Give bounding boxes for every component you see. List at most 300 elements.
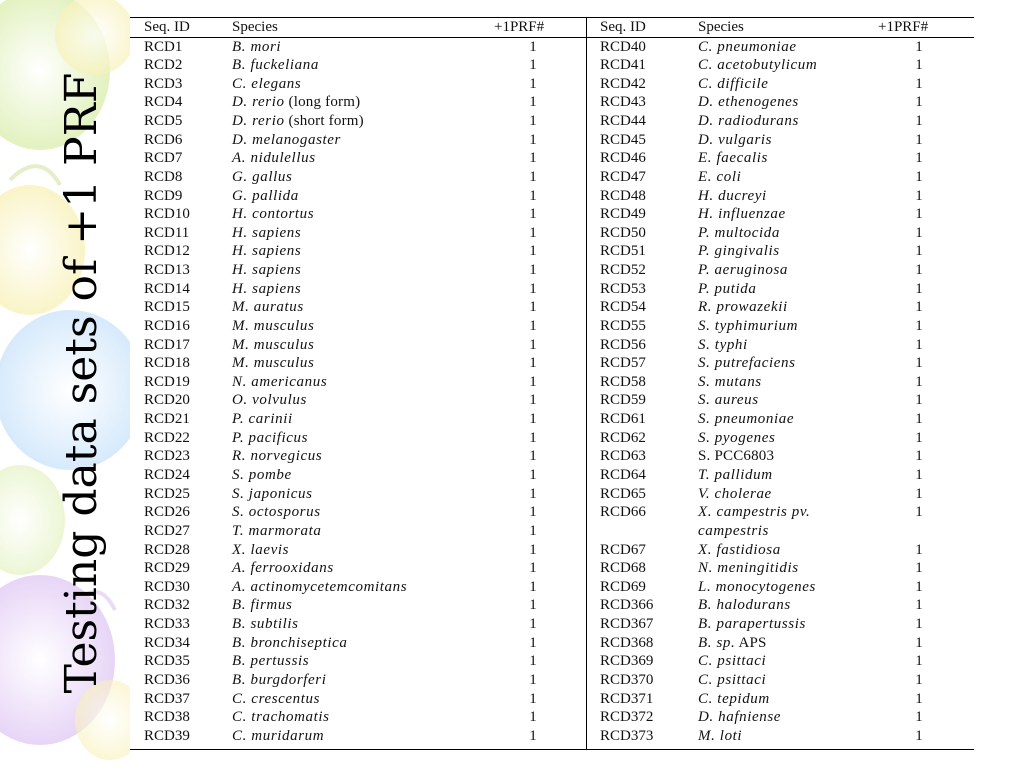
prf-count-cell: 1: [915, 578, 923, 595]
species-cell: [232, 466, 292, 485]
prf-count-cell: 1: [529, 597, 537, 614]
seq-id-cell: RCD16: [144, 317, 190, 334]
seq-id-cell: RCD56: [600, 336, 646, 353]
seq-id-cell: RCD61: [600, 411, 646, 428]
prf-count-cell: 1: [915, 75, 923, 92]
species-cell: [232, 93, 360, 112]
species-name: E. faecalis: [698, 150, 768, 167]
prf-count-cell: 1: [529, 317, 537, 334]
prf-count-cell: 1: [529, 94, 537, 111]
seq-id-cell: RCD22: [144, 429, 190, 446]
species-cell: [232, 429, 308, 448]
prf-count-cell: 1: [529, 466, 537, 483]
seq-id-cell: RCD66: [600, 504, 646, 521]
species-cell: [232, 187, 299, 206]
prf-count-cell: 1: [915, 373, 923, 390]
species-cell: [232, 242, 301, 261]
species-cell: [232, 727, 324, 746]
seq-id-cell: RCD373: [600, 727, 654, 744]
species-name: H. sapiens: [232, 262, 302, 279]
species-cell: [232, 149, 316, 168]
seq-id-cell: RCD67: [600, 541, 646, 558]
species-name: C. acetobutylicum: [698, 57, 818, 74]
prf-count-cell: 1: [529, 113, 537, 130]
species-cell: [232, 708, 330, 727]
species-name: P. multocida: [698, 224, 780, 241]
species-name: T. pallidum: [698, 466, 773, 483]
prf-count-cell: 1: [529, 411, 537, 428]
prf-count-cell: 1: [915, 355, 923, 372]
prf-count-cell: 1: [915, 168, 923, 185]
species-cell: [698, 224, 780, 243]
seq-id-cell: RCD9: [144, 187, 183, 204]
species-name: P. gingivalis: [698, 243, 780, 260]
species-cell: [698, 242, 780, 261]
species-name: R. norvegicus: [232, 448, 323, 465]
species-name: D. melanogaster: [232, 131, 341, 148]
species-cell: [698, 187, 767, 206]
species-cell: [698, 708, 781, 727]
species-name: B. mori: [232, 38, 282, 55]
prf-count-cell: 1: [915, 317, 923, 334]
prf-count-cell: 1: [915, 57, 923, 74]
species-name: C. psittaci: [698, 653, 767, 670]
species-cell: [232, 634, 347, 653]
seq-id-cell: RCD15: [144, 299, 190, 316]
seq-id-cell: RCD51: [600, 243, 646, 260]
seq-id-cell: RCD10: [144, 206, 190, 223]
seq-id-cell: RCD68: [600, 560, 646, 577]
species-cell: [698, 391, 759, 410]
seq-id-cell: RCD47: [600, 168, 646, 185]
species-name: X. laevis: [232, 541, 290, 558]
species-name: B. burgdorferi: [232, 671, 327, 688]
header-species-left: Species: [232, 19, 278, 35]
species-cell: [698, 671, 766, 690]
species-cell: [698, 652, 766, 671]
species-name: B. subtilis: [232, 616, 299, 633]
species-name: D. vulgaris: [698, 131, 773, 148]
species-name: D. radiodurans: [698, 113, 799, 130]
column-divider: [586, 18, 587, 749]
seq-id-cell: RCD23: [144, 448, 190, 465]
prf-testing-table: [130, 17, 974, 750]
species-name: M. auratus: [232, 299, 304, 316]
species-name: S. pneumoniae: [698, 411, 795, 428]
prf-count-cell: 1: [529, 653, 537, 670]
prf-count-cell: 1: [529, 75, 537, 92]
prf-count-cell: 1: [529, 299, 537, 316]
species-cell: [698, 690, 770, 709]
species-name: B. fuckeliana: [232, 57, 319, 74]
species-name: C. muridarum: [232, 727, 325, 744]
prf-count-cell: 1: [529, 168, 537, 185]
prf-count-cell: 1: [529, 429, 537, 446]
seq-id-cell: RCD59: [600, 392, 646, 409]
seq-id-cell: RCD6: [144, 131, 183, 148]
species-name: B. pertussis: [232, 653, 310, 670]
species-name: M. musculus: [232, 355, 315, 372]
seq-id-cell: RCD65: [600, 485, 646, 502]
species-cell: [232, 75, 301, 94]
seq-id-cell: RCD8: [144, 168, 183, 185]
prf-count-cell: 1: [529, 616, 537, 633]
seq-id-cell: RCD366: [600, 597, 654, 614]
species-note: S. PCC6803: [698, 448, 775, 465]
prf-count-cell: 1: [529, 448, 537, 465]
species-name: X. fastidiosa: [698, 541, 781, 558]
prf-count-cell: 1: [529, 262, 537, 279]
seq-id-cell: RCD57: [600, 355, 646, 372]
seq-id-cell: RCD28: [144, 541, 190, 558]
seq-id-cell: RCD21: [144, 411, 190, 428]
species-name: X. campestris pv.: [698, 504, 811, 521]
species-name: D. hafniense: [698, 709, 782, 726]
species-cell: [698, 596, 791, 615]
species-name: B. halodurans: [698, 597, 791, 614]
species-name: S. octosporus: [232, 504, 321, 521]
species-cell: [698, 429, 775, 448]
prf-count-cell: 1: [529, 504, 537, 521]
seq-id-cell: RCD1: [144, 38, 183, 55]
species-name: C. pneumoniae: [698, 38, 797, 55]
seq-id-cell: RCD40: [600, 38, 646, 55]
prf-count-cell: 1: [915, 541, 923, 558]
species-cell: [232, 336, 314, 355]
species-name: N. americanus: [232, 373, 328, 390]
species-name: M. musculus: [232, 336, 315, 353]
seq-id-cell: RCD50: [600, 224, 646, 241]
species-name: H. influenzae: [698, 206, 786, 223]
species-cell: [698, 205, 786, 224]
species-cell: [698, 373, 762, 392]
species-name: G. pallida: [232, 187, 299, 204]
prf-count-cell: 1: [915, 262, 923, 279]
species-cell: [232, 131, 341, 150]
species-cell: [232, 652, 309, 671]
species-name: S. japonicus: [232, 485, 313, 502]
seq-id-cell: RCD29: [144, 560, 190, 577]
seq-id-cell: RCD17: [144, 336, 190, 353]
header-seq-id-left: Seq. ID: [144, 19, 190, 35]
species-name: campestris: [698, 522, 769, 539]
species-cell: [698, 466, 773, 485]
species-cell: [232, 447, 322, 466]
seq-id-cell: RCD24: [144, 466, 190, 483]
seq-id-cell: RCD37: [144, 690, 190, 707]
species-name: T. marmorata: [232, 522, 322, 539]
seq-id-cell: RCD372: [600, 709, 654, 726]
header-species-right: Species: [698, 19, 744, 35]
prf-count-cell: 1: [529, 690, 537, 707]
prf-count-cell: 1: [915, 243, 923, 260]
seq-id-cell: RCD38: [144, 709, 190, 726]
species-cell: [232, 503, 321, 522]
species-cell: [698, 578, 816, 597]
prf-count-cell: 1: [915, 634, 923, 651]
species-cell: [232, 690, 320, 709]
prf-count-cell: 1: [915, 727, 923, 744]
species-cell: [232, 298, 304, 317]
prf-count-cell: 1: [529, 150, 537, 167]
species-cell: [232, 522, 321, 541]
prf-count-cell: 1: [915, 429, 923, 446]
prf-count-cell: 1: [915, 280, 923, 297]
prf-count-cell: 1: [915, 709, 923, 726]
prf-count-cell: 1: [915, 38, 923, 55]
species-name: D. rerio: [232, 94, 285, 111]
species-name: V. cholerae: [698, 485, 772, 502]
seq-id-cell: RCD69: [600, 578, 646, 595]
prf-count-cell: 1: [915, 150, 923, 167]
species-cell: [698, 522, 769, 541]
seq-id-cell: RCD42: [600, 75, 646, 92]
species-cell: [698, 56, 817, 75]
seq-id-cell: RCD3: [144, 75, 183, 92]
prf-count-cell: 1: [529, 187, 537, 204]
species-name: A. nidulellus: [232, 150, 316, 167]
species-name: M. musculus: [232, 317, 315, 334]
seq-id-cell: RCD44: [600, 113, 646, 130]
species-name: H. ducreyi: [698, 187, 767, 204]
prf-count-cell: 1: [915, 616, 923, 633]
prf-count-cell: 1: [915, 113, 923, 130]
species-name: D. rerio: [232, 113, 285, 130]
prf-count-cell: 1: [529, 224, 537, 241]
seq-id-cell: RCD11: [144, 224, 190, 241]
header-seq-id-right: Seq. ID: [600, 19, 646, 35]
species-name: S. typhimurium: [698, 317, 799, 334]
species-note: (long form): [284, 94, 361, 111]
seq-id-cell: RCD370: [600, 671, 654, 688]
species-name: S. putrefaciens: [698, 355, 796, 372]
species-name: S. typhi: [698, 336, 748, 353]
species-cell: [232, 391, 307, 410]
species-name: A. ferrooxidans: [232, 560, 334, 577]
species-cell: [232, 373, 327, 392]
seq-id-cell: RCD63: [600, 448, 646, 465]
prf-count-cell: 1: [915, 597, 923, 614]
species-cell: [698, 168, 741, 187]
species-name: D. ethenogenes: [698, 94, 799, 111]
seq-id-cell: RCD14: [144, 280, 190, 297]
seq-id-cell: RCD368: [600, 634, 654, 651]
species-name: N. meningitidis: [698, 560, 799, 577]
prf-count-cell: 1: [529, 57, 537, 74]
species-cell: [232, 112, 364, 131]
species-name: B. parapertussis: [698, 616, 806, 633]
seq-id-cell: RCD30: [144, 578, 190, 595]
species-cell: [698, 75, 769, 94]
seq-id-cell: RCD7: [144, 150, 183, 167]
prf-count-cell: 1: [529, 522, 537, 539]
species-cell: [698, 261, 788, 280]
prf-count-cell: 1: [529, 38, 537, 55]
species-cell: [232, 205, 314, 224]
species-name: M. loti: [698, 727, 743, 744]
species-cell: [698, 354, 796, 373]
seq-id-cell: RCD369: [600, 653, 654, 670]
prf-count-cell: 1: [915, 690, 923, 707]
seq-id-cell: RCD13: [144, 262, 190, 279]
species-name: C. trachomatis: [232, 709, 330, 726]
seq-id-cell: RCD46: [600, 150, 646, 167]
species-name: H. sapiens: [232, 243, 302, 260]
species-name: C. elegans: [232, 75, 302, 92]
species-name: S. mutans: [698, 373, 762, 390]
species-name: O. volvulus: [232, 392, 307, 409]
species-cell: [698, 298, 788, 317]
seq-id-cell: RCD41: [600, 57, 646, 74]
species-name: P. pacificus: [232, 429, 309, 446]
seq-id-cell: RCD36: [144, 671, 190, 688]
species-name: H. sapiens: [232, 280, 302, 297]
seq-id-cell: RCD54: [600, 299, 646, 316]
prf-count-cell: 1: [915, 392, 923, 409]
species-cell: [698, 559, 799, 578]
species-name: C. tepidum: [698, 690, 770, 707]
seq-id-cell: RCD39: [144, 727, 190, 744]
prf-count-cell: 1: [529, 280, 537, 297]
prf-count-cell: 1: [915, 671, 923, 688]
prf-count-cell: 1: [915, 94, 923, 111]
table-header: [130, 18, 974, 38]
species-cell: [698, 93, 799, 112]
species-cell: [232, 596, 292, 615]
prf-count-cell: 1: [915, 466, 923, 483]
species-name: P. aeruginosa: [698, 262, 789, 279]
prf-count-cell: 1: [529, 392, 537, 409]
species-name: H. sapiens: [232, 224, 302, 241]
prf-count-cell: 1: [915, 653, 923, 670]
species-name: E. coli: [698, 168, 742, 185]
header-prf-right: +1PRF#: [878, 19, 929, 35]
seq-id-cell: RCD45: [600, 131, 646, 148]
seq-id-cell: RCD58: [600, 373, 646, 390]
prf-count-cell: 1: [915, 504, 923, 521]
prf-count-cell: 1: [529, 243, 537, 260]
seq-id-cell: RCD53: [600, 280, 646, 297]
species-cell: [232, 168, 292, 187]
prf-count-cell: 1: [915, 560, 923, 577]
species-name: L. monocytogenes: [698, 578, 816, 595]
species-cell: [232, 541, 289, 560]
prf-count-cell: 1: [915, 485, 923, 502]
species-name: P. putida: [698, 280, 757, 297]
species-cell: [698, 447, 774, 466]
species-cell: [232, 224, 301, 243]
species-cell: [232, 559, 334, 578]
species-cell: [232, 38, 281, 57]
seq-id-cell: RCD4: [144, 94, 183, 111]
species-cell: [698, 317, 798, 336]
prf-count-cell: 1: [529, 709, 537, 726]
species-cell: [698, 503, 810, 522]
prf-count-cell: 1: [529, 560, 537, 577]
species-cell: [232, 280, 301, 299]
seq-id-cell: RCD12: [144, 243, 190, 260]
seq-id-cell: RCD25: [144, 485, 190, 502]
species-name: P. carinii: [232, 411, 293, 428]
species-note: (short form): [284, 113, 364, 130]
species-cell: [232, 485, 313, 504]
species-note: APS: [735, 634, 767, 651]
prf-count-cell: 1: [529, 671, 537, 688]
species-cell: [698, 615, 806, 634]
prf-count-cell: 1: [529, 336, 537, 353]
prf-count-cell: 1: [529, 727, 537, 744]
species-name: A. actinomycetemcomitans: [232, 578, 408, 595]
prf-count-cell: 1: [529, 355, 537, 372]
header-prf-left: +1PRF#: [494, 19, 545, 35]
species-cell: [698, 280, 756, 299]
seq-id-cell: RCD20: [144, 392, 190, 409]
slide-title: Testing data sets of +1 PRF: [56, 72, 107, 694]
species-cell: [232, 56, 319, 75]
seq-id-cell: RCD49: [600, 206, 646, 223]
seq-id-cell: RCD35: [144, 653, 190, 670]
seq-id-cell: RCD371: [600, 690, 654, 707]
species-cell: [232, 261, 301, 280]
species-cell: [232, 317, 314, 336]
species-name: S. aureus: [698, 392, 759, 409]
prf-count-cell: 1: [915, 411, 923, 428]
seq-id-cell: RCD64: [600, 466, 646, 483]
species-name: B. sp.: [698, 634, 736, 651]
seq-id-cell: RCD367: [600, 616, 654, 633]
seq-id-cell: RCD48: [600, 187, 646, 204]
prf-count-cell: 1: [529, 206, 537, 223]
species-cell: [232, 671, 327, 690]
species-cell: [698, 131, 772, 150]
species-cell: [698, 112, 799, 131]
prf-count-cell: 1: [529, 131, 537, 148]
seq-id-cell: RCD34: [144, 634, 190, 651]
prf-count-cell: 1: [529, 578, 537, 595]
prf-count-cell: 1: [529, 485, 537, 502]
species-name: B. firmus: [232, 597, 293, 614]
species-cell: [698, 541, 781, 560]
prf-count-cell: 1: [915, 206, 923, 223]
prf-count-cell: 1: [915, 448, 923, 465]
species-cell: [698, 149, 768, 168]
seq-id-cell: RCD27: [144, 522, 190, 539]
prf-count-cell: 1: [915, 299, 923, 316]
species-cell: [698, 727, 742, 746]
prf-count-cell: 1: [915, 336, 923, 353]
seq-id-cell: RCD32: [144, 597, 190, 614]
species-name: R. prowazekii: [698, 299, 788, 316]
seq-id-cell: RCD18: [144, 355, 190, 372]
species-cell: [698, 410, 794, 429]
species-name: G. gallus: [232, 168, 293, 185]
species-cell: [232, 615, 299, 634]
prf-count-cell: 1: [529, 541, 537, 558]
species-cell: [698, 38, 797, 57]
prf-count-cell: 1: [915, 224, 923, 241]
species-name: S. pyogenes: [698, 429, 776, 446]
prf-count-cell: 1: [915, 187, 923, 204]
seq-id-cell: RCD43: [600, 94, 646, 111]
species-name: H. contortus: [232, 206, 315, 223]
seq-id-cell: RCD52: [600, 262, 646, 279]
species-name: C. crescentus: [232, 690, 321, 707]
seq-id-cell: RCD19: [144, 373, 190, 390]
species-cell: [232, 578, 407, 597]
seq-id-cell: RCD5: [144, 113, 183, 130]
prf-count-cell: 1: [915, 131, 923, 148]
species-name: C. psittaci: [698, 671, 767, 688]
